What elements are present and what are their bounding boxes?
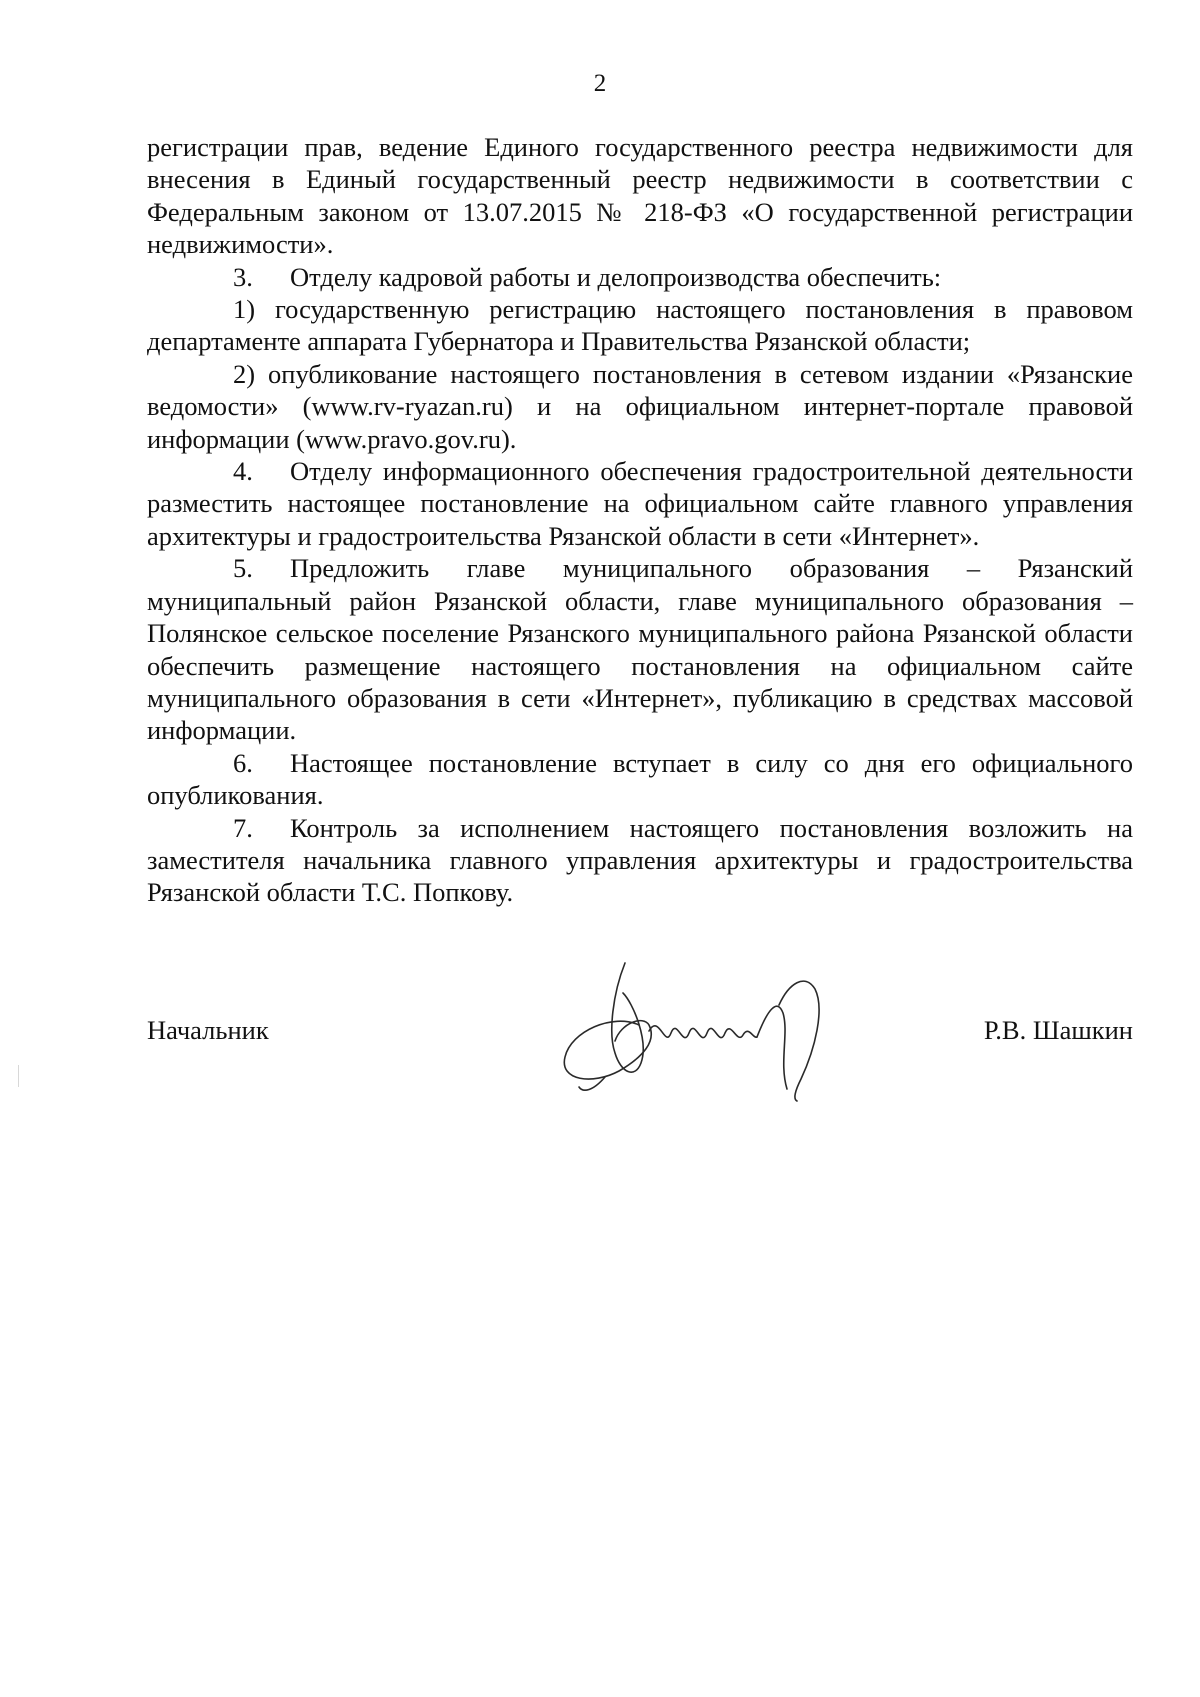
paragraph-item-7 [147,812,1133,909]
item-number: 7. [233,812,253,843]
item-number: 5. [233,553,253,584]
item-number: 6. [233,747,253,778]
signatory-title: Начальник [147,1015,269,1045]
item-number: 3. [233,261,253,292]
paragraph-item-3 [147,261,1133,293]
item-text: Настоящее постановление вступает в силу со дня его официального опубликования. [147,747,1133,811]
item-text: Контроль за исполнением настоящего постановления возложить на заместителя начальника главного управления архитектуры и градостроительства Рязанской области Т.С. Попкову. [147,812,1133,908]
paragraph-item-6 [147,747,1133,812]
item-number: 4. [233,456,253,487]
document-body [147,131,1133,909]
page-number: 2 [593,70,607,97]
signatory-name: Р.В. Шашкин [983,1015,1133,1045]
paragraph-subitem-3-1: 1) государственную регистрацию настоящего постановления в правовом департаменте аппарата Губернатора и Правительства Рязанской области; [147,294,1133,357]
paragraph-item-4 [147,455,1133,552]
paragraph-item-5 [147,552,1133,746]
scan-margin-mark [18,1065,19,1087]
item-text: Предложить главе муниципального образования – Рязанский муниципальный район Рязанской области, главе муниципального образования – Полянское сельское поселение Рязанского муниципального района Рязанской области обеспечить размещение настоящего постановления на официальном сайте муниципального образования в сети «Интернет», публикацию в средствах массовой информации. [147,553,1133,746]
item-text: Отделу кадровой работы и делопроизводства обеспечить: [290,261,942,292]
paragraph-subitem-3-2: 2) опубликование настоящего постановления в сетевом издании «Рязанские ведомости» (www.rv-ryazan.ru) и на официальном интернет-портале правовой информации (www.pravo.gov.ru). [147,358,1133,454]
handwritten-signature [553,953,853,1103]
item-text: Отделу информационного обеспечения градостроительной деятельности разместить настоящее постановление на официальном сайте главного управления архитектуры и градостроительства Рязанской области в сети «Интернет». [147,456,1133,551]
paragraph-continuation: регистрации прав, ведение Единого государственного реестра недвижимости для внесения в Единый государственный реестр недвижимости в соответствии с Федеральным законом от 13.07.2015 № 218-ФЗ «О государственной регистрации недвижимости». [147,132,1133,260]
